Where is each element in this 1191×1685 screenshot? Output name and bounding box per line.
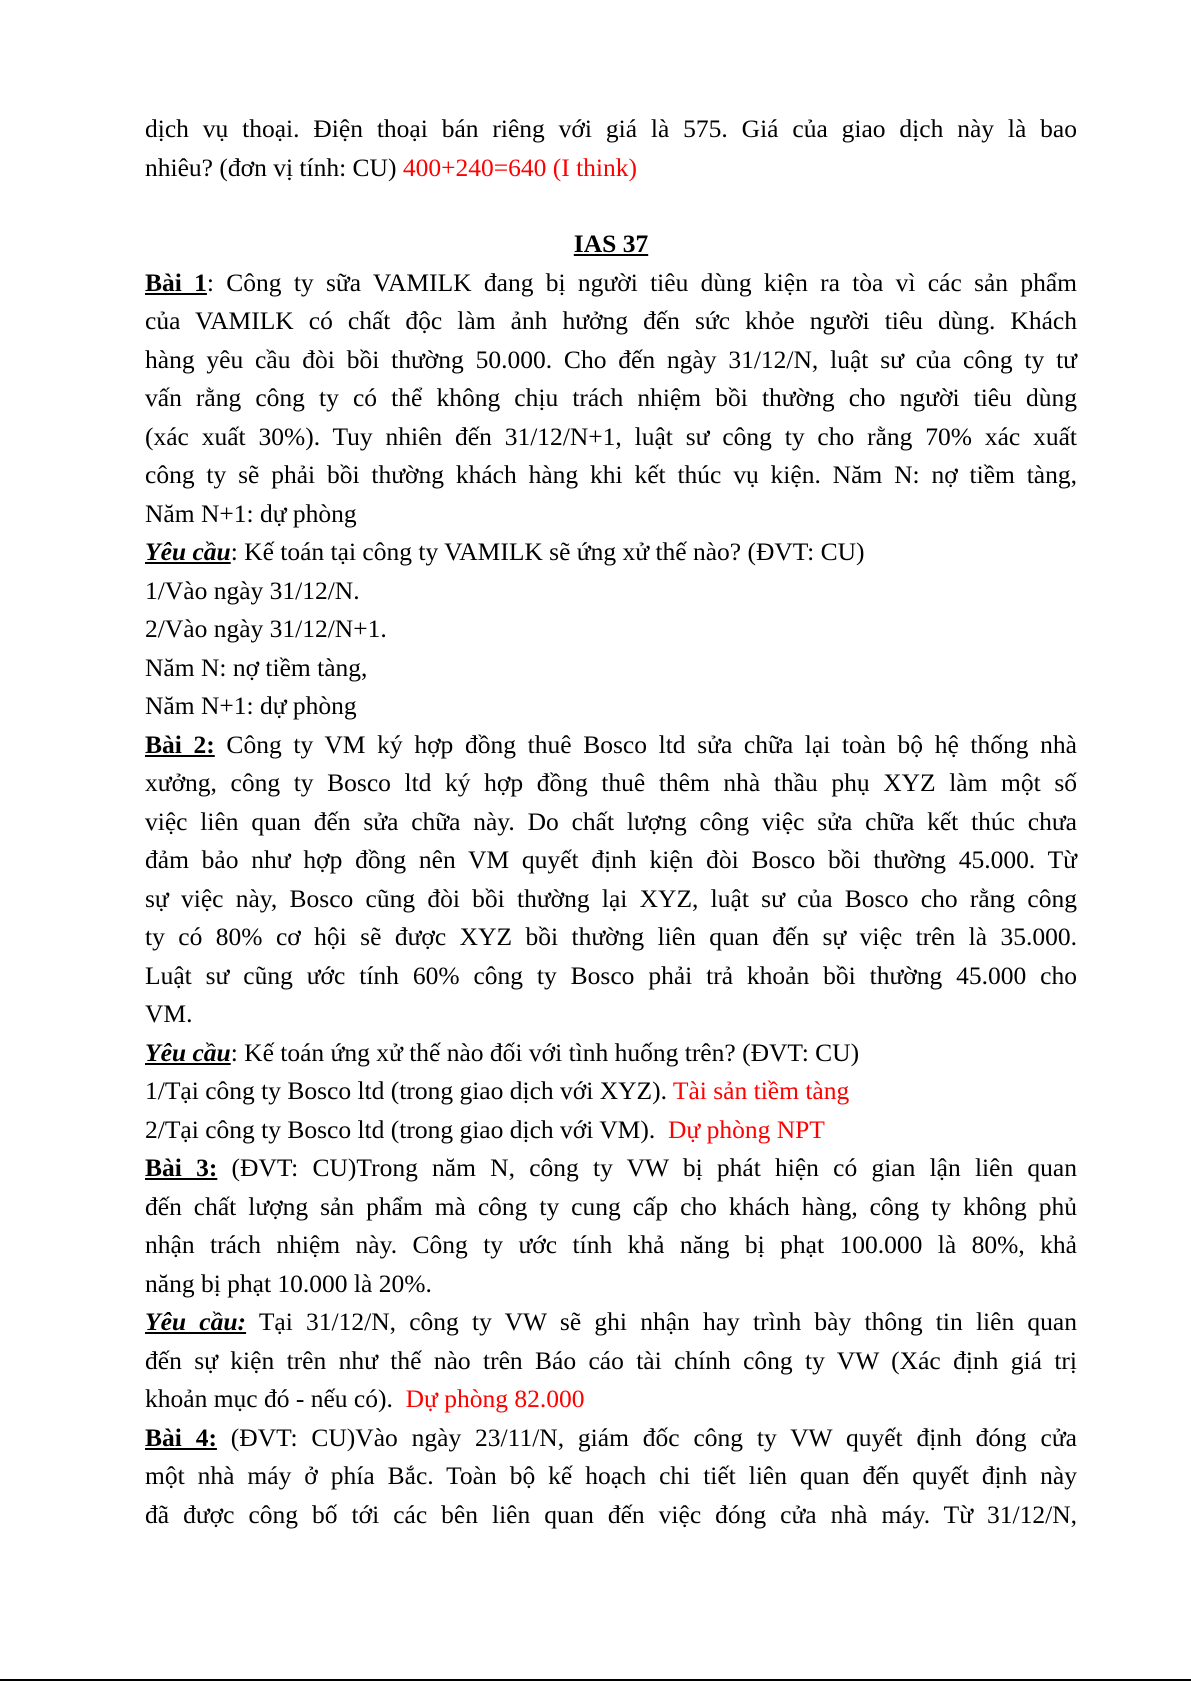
bai2-text: Công ty VM ký hợp đồng thuê Bosco ltd sửa chữa lại toàn bộ hệ thống nhà bbox=[214, 729, 1077, 759]
bai1-label: Bài 1 bbox=[145, 267, 207, 297]
bai2-item-1 bbox=[145, 1072, 1077, 1111]
bai2-line-1 bbox=[145, 726, 1077, 765]
bai3-req-line-2: đến sự kiện trên như thế nào trên Báo cáo tài chính công ty VW (Xác định giá trị bbox=[145, 1345, 1077, 1375]
page-bottom-rule bbox=[0, 1679, 1191, 1681]
bai3-req-text: Tại 31/12/N, công ty VW sẽ ghi nhận hay trình bày thông tin liên quan bbox=[246, 1307, 1077, 1336]
bai1-item-4: Năm N+1: dự phòng bbox=[145, 691, 357, 720]
bai1-line-3: hàng yêu cầu đòi bồi thường 50.000. Cho đến ngày 31/12/N, luật sư của công ty tư bbox=[145, 344, 1077, 374]
bai1-item-2: 2/Vào ngày 31/12/N+1. bbox=[145, 614, 387, 643]
bai2-line-6: ty có 80% cơ hội sẽ được XYZ bồi thường liên quan đến sự việc trên là 35.000. bbox=[145, 922, 1077, 951]
bai2-item-2 bbox=[145, 1111, 1077, 1150]
bai1-text: : Công ty sữa VAMILK đang bị người tiêu dùng kiện ra tòa vì các sản phẩm bbox=[206, 267, 1078, 297]
bai1-requirement bbox=[145, 533, 1077, 572]
bai2-line-8: VM. bbox=[145, 999, 193, 1028]
bai2-line-4: đảm bảo như hợp đồng nên VM quyết định kiện đòi Bosco bồi thường 45.000. Từ bbox=[145, 845, 1077, 874]
bai3-text: (ĐVT: CU)Trong năm N, công ty VW bị phát hiện có gian lận liên quan bbox=[217, 1153, 1077, 1182]
bai1-line-1 bbox=[145, 264, 1077, 303]
bai2-item1-answer: Tài sản tiềm tàng bbox=[672, 1076, 850, 1105]
intro-answer: 400+240=640 (I think) bbox=[402, 152, 637, 182]
intro-line-1: dịch vụ thoại. Điện thoại bán riêng với giá là 575. Giá của giao dịch này là bao bbox=[145, 114, 1077, 143]
bai1-item-1: 1/Vào ngày 31/12/N. bbox=[145, 575, 360, 605]
bai1-req-text: : Kế toán tại công ty VAMILK sẽ ứng xử thế nào? (ĐVT: CU) bbox=[230, 537, 865, 566]
bai2-req-text: : Kế toán ứng xử thế nào đối với tình huống trên? (ĐVT: CU) bbox=[230, 1037, 860, 1067]
bai3-requirement bbox=[145, 1303, 1077, 1342]
bai4-line-2: một nhà máy ở phía Bắc. Toàn bộ kế hoạch chi tiết liên quan đến quyết định này bbox=[145, 1461, 1077, 1490]
bai4-text: (ĐVT: CU)Vào ngày 23/11/N, giám đốc công ty VW quyết định đóng cửa bbox=[216, 1422, 1077, 1452]
bai4-line-1 bbox=[145, 1419, 1077, 1458]
document-page bbox=[145, 110, 1077, 1534]
intro-line-2 bbox=[145, 149, 1077, 188]
bai2-label: Bài 2: bbox=[145, 729, 215, 759]
bai3-req-line-3 bbox=[145, 1380, 1077, 1419]
bai3-label: Bài 3: bbox=[145, 1153, 218, 1182]
bai2-item1-text: 1/Tại công ty Bosco ltd (trong giao dịch với XYZ). bbox=[145, 1076, 673, 1105]
bai2-requirement bbox=[145, 1034, 1077, 1073]
bai2-req-label: Yêu cầu bbox=[145, 1037, 231, 1067]
bai2-line-2: xưởng, công ty Bosco ltd ký hợp đồng thuê thêm nhà thầu phụ XYZ làm một số bbox=[145, 768, 1077, 797]
bai3-line-2: đến chất lượng sản phẩm mà công ty cung cấp cho khách hàng, công ty không phủ bbox=[145, 1191, 1077, 1221]
bai4-label: Bài 4: bbox=[145, 1422, 217, 1452]
bai2-item2-text: 2/Tại công ty Bosco ltd (trong giao dịch với VM). bbox=[145, 1114, 668, 1144]
bai1-item-3: Năm N: nợ tiềm tàng, bbox=[145, 652, 368, 682]
bai2-line-5: sự việc này, Bosco cũng đòi bồi thường lại XYZ, luật sư của Bosco cho rằng công bbox=[145, 883, 1077, 913]
section-title: IAS 37 bbox=[573, 229, 649, 258]
bai1-line-2: của VAMILK có chất độc làm ảnh hưởng đến sức khỏe người tiêu dùng. Khách bbox=[145, 306, 1077, 335]
bai3-line-1 bbox=[145, 1149, 1077, 1188]
bai2-line-7: Luật sư cũng ước tính 60% công ty Bosco phải trả khoản bồi thường 45.000 cho bbox=[145, 960, 1077, 990]
bai4-line-3: đã được công bố tới các bên liên quan đến việc đóng cửa nhà máy. Từ 31/12/N, bbox=[145, 1499, 1077, 1529]
bai3-req-label: Yêu cầu: bbox=[145, 1307, 247, 1336]
bai3-line-3: nhận trách nhiệm này. Công ty ước tính khả năng bị phạt 100.000 là 80%, khả bbox=[145, 1230, 1077, 1259]
bai2-item2-answer: Dự phòng NPT bbox=[667, 1114, 825, 1144]
bai2-line-3: việc liên quan đến sửa chữa này. Do chất lượng công việc sửa chữa kết thúc chưa bbox=[145, 806, 1077, 836]
bai3-answer: Dự phòng 82.000 bbox=[405, 1384, 585, 1413]
bai1-line-5: (xác xuất 30%). Tuy nhiên đến 31/12/N+1, luật sư công ty cho rằng 70% xác xuất bbox=[145, 421, 1077, 451]
bai1-line-7: Năm N+1: dự phòng bbox=[145, 498, 357, 528]
bai1-line-4: vấn rằng công ty có thể không chịu trách nhiệm bồi thường cho người tiêu dùng bbox=[145, 383, 1077, 412]
bai1-req-label: Yêu cầu bbox=[145, 537, 231, 566]
bai1-line-6: công ty sẽ phải bồi thường khách hàng khi kết thúc vụ kiện. Năm N: nợ tiềm tàng, bbox=[145, 460, 1077, 489]
bai3-req-text-3: khoản mục đó - nếu có). bbox=[145, 1384, 406, 1413]
intro-question: nhiêu? (đơn vị tính: CU) bbox=[145, 152, 397, 182]
bai3-line-4: năng bị phạt 10.000 là 20%. bbox=[145, 1268, 432, 1298]
